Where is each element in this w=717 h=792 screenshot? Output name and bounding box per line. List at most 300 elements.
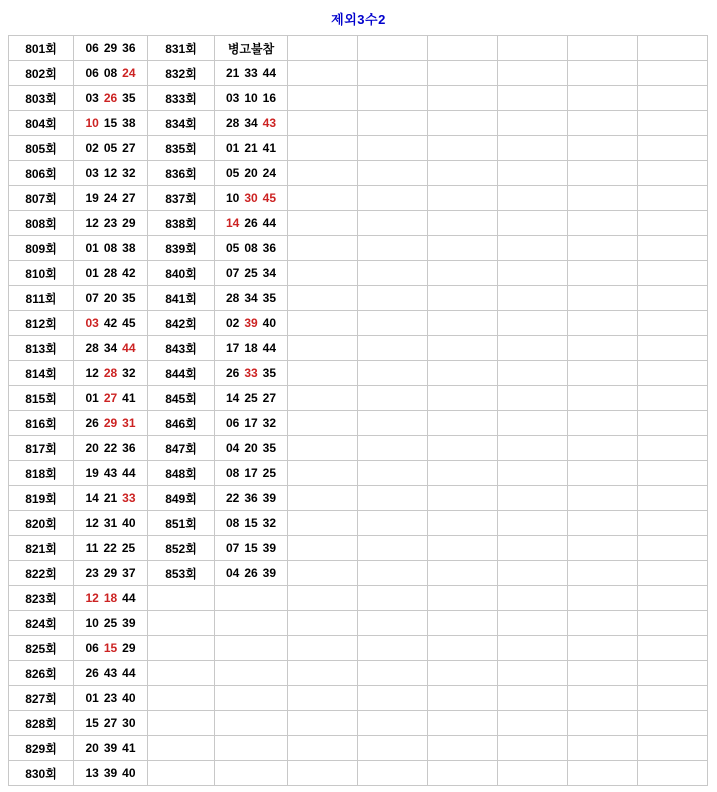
- empty-cell: [428, 611, 498, 636]
- empty-cell: [288, 86, 358, 111]
- table-row: [9, 386, 708, 411]
- numbers-cell: [74, 586, 148, 611]
- number: 25: [244, 391, 258, 405]
- round-label: 844회: [148, 361, 215, 386]
- empty-cell: [288, 436, 358, 461]
- empty-cell: [638, 736, 708, 761]
- numbers-cell: [74, 61, 148, 86]
- highlighted-number: 33: [244, 366, 258, 380]
- empty-cell: [638, 411, 708, 436]
- empty-cell: [288, 511, 358, 536]
- empty-cell: [358, 186, 428, 211]
- empty-cell: [638, 336, 708, 361]
- number: 08: [244, 241, 258, 255]
- number: 23: [103, 691, 118, 705]
- number: 33: [244, 66, 258, 80]
- numbers-cell: [74, 411, 148, 436]
- number: 24: [262, 166, 277, 180]
- number: 34: [262, 266, 277, 280]
- numbers-cell: [215, 261, 288, 286]
- round-label: 827회: [9, 686, 74, 711]
- empty-cell: [428, 211, 498, 236]
- numbers-cell: [215, 461, 288, 486]
- round-label: 845회: [148, 386, 215, 411]
- empty-cell: [288, 736, 358, 761]
- empty-cell: [568, 211, 638, 236]
- number: 39: [262, 541, 277, 555]
- numbers-cell: [215, 386, 288, 411]
- empty-cell: [428, 61, 498, 86]
- numbers-cell: [74, 711, 148, 736]
- number: 40: [122, 691, 136, 705]
- empty-cell: [638, 136, 708, 161]
- highlighted-number: 12: [85, 591, 99, 605]
- number: 07: [225, 541, 240, 555]
- number: 08: [225, 516, 240, 530]
- round-label: 802회: [9, 61, 74, 86]
- round-label: 849회: [148, 486, 215, 511]
- number: 26: [244, 216, 258, 230]
- empty-cell: [568, 336, 638, 361]
- number: 43: [103, 466, 118, 480]
- highlighted-number: 27: [103, 391, 118, 405]
- empty-cell: [358, 486, 428, 511]
- number: 14: [85, 491, 99, 505]
- empty-cell: [288, 686, 358, 711]
- numbers-cell: [215, 111, 288, 136]
- empty-cell: [428, 561, 498, 586]
- empty-cell: [498, 336, 568, 361]
- table-row: [9, 361, 708, 386]
- number: 42: [122, 266, 136, 280]
- empty-cell: [568, 236, 638, 261]
- numbers-cell: [215, 536, 288, 561]
- round-label: 848회: [148, 461, 215, 486]
- empty-cell: [358, 211, 428, 236]
- empty-cell: [288, 411, 358, 436]
- number: 08: [103, 241, 118, 255]
- numbers-table: [8, 35, 708, 786]
- round-label: [148, 586, 215, 611]
- number: 36: [262, 241, 277, 255]
- empty-cell: [358, 61, 428, 86]
- number: 34: [103, 341, 118, 355]
- number: 26: [85, 666, 99, 680]
- empty-cell: [428, 736, 498, 761]
- table-row: [9, 586, 708, 611]
- highlighted-number: 45: [262, 191, 277, 205]
- round-label: 843회: [148, 336, 215, 361]
- number: 01: [85, 691, 99, 705]
- number: 39: [262, 491, 277, 505]
- round-label: 834회: [148, 111, 215, 136]
- table-row: [9, 736, 708, 761]
- number: 34: [244, 291, 258, 305]
- empty-cell: [568, 561, 638, 586]
- empty-cell: [288, 661, 358, 686]
- round-label: 839회: [148, 236, 215, 261]
- empty-cell: [568, 436, 638, 461]
- numbers-cell: [74, 211, 148, 236]
- table-row: [9, 686, 708, 711]
- numbers-cell: [74, 611, 148, 636]
- empty-cell: [568, 86, 638, 111]
- empty-cell: [638, 636, 708, 661]
- table-row: [9, 511, 708, 536]
- highlighted-number: 33: [122, 491, 136, 505]
- empty-cell: [568, 636, 638, 661]
- empty-cell: [568, 186, 638, 211]
- round-label: 835회: [148, 136, 215, 161]
- number: 40: [122, 766, 136, 780]
- numbers-cell: [215, 136, 288, 161]
- round-label: 812회: [9, 311, 74, 336]
- empty-cell: [288, 386, 358, 411]
- round-label: 846회: [148, 411, 215, 436]
- highlighted-number: 28: [103, 366, 118, 380]
- empty-cell: [428, 361, 498, 386]
- empty-cell: [568, 286, 638, 311]
- empty-cell: [638, 511, 708, 536]
- empty-cell: [428, 536, 498, 561]
- empty-cell: [568, 61, 638, 86]
- numbers-cell: [215, 186, 288, 211]
- round-label: 838회: [148, 211, 215, 236]
- empty-cell: [638, 711, 708, 736]
- number: 21: [225, 66, 240, 80]
- empty-cell: [638, 561, 708, 586]
- empty-cell: [288, 486, 358, 511]
- numbers-cell: [215, 736, 288, 761]
- number: 20: [103, 291, 118, 305]
- round-label: 809회: [9, 236, 74, 261]
- table-row: [9, 461, 708, 486]
- number: 44: [122, 591, 136, 605]
- empty-cell: [638, 36, 708, 61]
- number: 16: [262, 91, 277, 105]
- empty-cell: [498, 536, 568, 561]
- number: 08: [225, 466, 240, 480]
- empty-cell: [288, 286, 358, 311]
- highlighted-number: 29: [103, 416, 118, 430]
- empty-cell: [568, 161, 638, 186]
- empty-cell: [358, 461, 428, 486]
- numbers-cell: [215, 286, 288, 311]
- empty-cell: [498, 311, 568, 336]
- number: 32: [122, 166, 136, 180]
- empty-cell: [428, 236, 498, 261]
- empty-cell: [358, 86, 428, 111]
- number: 34: [244, 116, 258, 130]
- empty-cell: [428, 336, 498, 361]
- number: 20: [85, 741, 99, 755]
- empty-cell: [638, 236, 708, 261]
- number: 27: [103, 716, 118, 730]
- empty-cell: [498, 211, 568, 236]
- numbers-cell: [74, 736, 148, 761]
- empty-cell: [568, 711, 638, 736]
- empty-cell: [568, 411, 638, 436]
- empty-cell: [498, 586, 568, 611]
- number: 23: [103, 216, 118, 230]
- number: 41: [262, 141, 277, 155]
- empty-cell: [498, 61, 568, 86]
- highlighted-number: 39: [244, 316, 258, 330]
- empty-cell: [288, 461, 358, 486]
- empty-cell: [638, 486, 708, 511]
- round-label: 825회: [9, 636, 74, 661]
- number: 20: [85, 441, 99, 455]
- number: 44: [262, 66, 277, 80]
- round-label: 852회: [148, 536, 215, 561]
- number: 25: [262, 466, 277, 480]
- empty-cell: [498, 386, 568, 411]
- number: 04: [225, 441, 240, 455]
- number: 39: [262, 566, 277, 580]
- empty-cell: [358, 286, 428, 311]
- empty-cell: [638, 686, 708, 711]
- number: 44: [262, 216, 277, 230]
- numbers-cell: [74, 761, 148, 786]
- empty-cell: [428, 111, 498, 136]
- empty-cell: [358, 661, 428, 686]
- number: 03: [225, 91, 240, 105]
- number: 23: [85, 566, 99, 580]
- number: 07: [85, 291, 99, 305]
- number: 28: [225, 291, 240, 305]
- table-row: [9, 286, 708, 311]
- empty-cell: [498, 511, 568, 536]
- highlighted-number: 26: [103, 91, 118, 105]
- numbers-cell: [215, 586, 288, 611]
- number: 03: [85, 166, 99, 180]
- empty-cell: [288, 336, 358, 361]
- number: 19: [85, 466, 99, 480]
- number: 29: [122, 216, 136, 230]
- table-row: [9, 611, 708, 636]
- highlighted-number: 18: [103, 591, 118, 605]
- table-row: [9, 136, 708, 161]
- empty-cell: [428, 636, 498, 661]
- number: 21: [244, 141, 258, 155]
- number: 01: [85, 266, 99, 280]
- empty-cell: [358, 536, 428, 561]
- empty-cell: [428, 86, 498, 111]
- numbers-cell: [74, 236, 148, 261]
- highlighted-number: 03: [85, 316, 99, 330]
- numbers-cell: [215, 336, 288, 361]
- numbers-cell: [74, 636, 148, 661]
- number: 01: [85, 391, 99, 405]
- numbers-cell: [74, 286, 148, 311]
- numbers-cell: [215, 211, 288, 236]
- number: 43: [103, 666, 118, 680]
- numbers-cell: [74, 661, 148, 686]
- numbers-cell: [74, 386, 148, 411]
- number: 29: [103, 41, 118, 55]
- round-label: [148, 636, 215, 661]
- table-row: [9, 311, 708, 336]
- number: 37: [122, 566, 136, 580]
- number: 27: [262, 391, 277, 405]
- round-label: 816회: [9, 411, 74, 436]
- table-row: [9, 86, 708, 111]
- empty-cell: [498, 86, 568, 111]
- number: 26: [225, 366, 240, 380]
- empty-cell: [638, 211, 708, 236]
- number: 32: [262, 416, 277, 430]
- round-label: 826회: [9, 661, 74, 686]
- numbers-cell: [74, 186, 148, 211]
- round-label: [148, 686, 215, 711]
- round-label: 851회: [148, 511, 215, 536]
- round-label: 810회: [9, 261, 74, 286]
- number: 17: [244, 466, 258, 480]
- empty-cell: [498, 286, 568, 311]
- numbers-cell: [215, 411, 288, 436]
- empty-cell: [498, 186, 568, 211]
- number: 41: [122, 391, 136, 405]
- empty-cell: [358, 761, 428, 786]
- round-label: 801회: [9, 36, 74, 61]
- numbers-cell: [74, 486, 148, 511]
- empty-cell: [498, 461, 568, 486]
- empty-cell: [358, 411, 428, 436]
- number: 39: [122, 616, 136, 630]
- number: 20: [244, 166, 258, 180]
- empty-cell: [428, 686, 498, 711]
- empty-cell: [288, 186, 358, 211]
- empty-cell: [568, 111, 638, 136]
- empty-cell: [498, 36, 568, 61]
- number: 24: [103, 191, 118, 205]
- round-label: 813회: [9, 336, 74, 361]
- empty-cell: [568, 486, 638, 511]
- table-row: [9, 186, 708, 211]
- numbers-cell: [74, 86, 148, 111]
- table-row: [9, 36, 708, 61]
- numbers-cell: [74, 511, 148, 536]
- empty-cell: [358, 586, 428, 611]
- number: 38: [122, 116, 136, 130]
- empty-cell: [288, 236, 358, 261]
- empty-cell: [428, 261, 498, 286]
- empty-cell: [358, 361, 428, 386]
- table-row: [9, 536, 708, 561]
- round-label: 815회: [9, 386, 74, 411]
- numbers-cell: [215, 611, 288, 636]
- empty-cell: [428, 161, 498, 186]
- numbers-cell: [215, 686, 288, 711]
- number: 20: [244, 441, 258, 455]
- number: 29: [122, 641, 136, 655]
- empty-cell: [428, 461, 498, 486]
- empty-cell: [358, 711, 428, 736]
- round-label: 841회: [148, 286, 215, 311]
- numbers-cell: [74, 261, 148, 286]
- number: 18: [244, 341, 258, 355]
- round-label: 808회: [9, 211, 74, 236]
- round-label: [148, 661, 215, 686]
- round-label: [148, 761, 215, 786]
- empty-cell: [498, 136, 568, 161]
- empty-cell: [498, 736, 568, 761]
- number: 22: [103, 441, 118, 455]
- number: 32: [262, 516, 277, 530]
- empty-cell: [428, 711, 498, 736]
- empty-cell: [638, 461, 708, 486]
- round-label: 819회: [9, 486, 74, 511]
- number: 12: [103, 166, 118, 180]
- number: 28: [103, 266, 118, 280]
- empty-cell: [358, 336, 428, 361]
- number: 11: [85, 541, 99, 555]
- round-label: 814회: [9, 361, 74, 386]
- empty-cell: [288, 636, 358, 661]
- empty-cell: [428, 436, 498, 461]
- empty-cell: [638, 286, 708, 311]
- table-row: [9, 211, 708, 236]
- numbers-cell: [74, 36, 148, 61]
- empty-cell: [428, 136, 498, 161]
- empty-cell: [568, 536, 638, 561]
- number: 15: [85, 716, 99, 730]
- number: 05: [225, 241, 240, 255]
- number: 02: [85, 141, 99, 155]
- round-label: 811회: [9, 286, 74, 311]
- number: 36: [244, 491, 258, 505]
- numbers-cell: [74, 536, 148, 561]
- table-row: [9, 111, 708, 136]
- round-label: 806회: [9, 161, 74, 186]
- numbers-cell: [215, 761, 288, 786]
- highlighted-number: 24: [122, 66, 136, 80]
- empty-cell: [288, 261, 358, 286]
- numbers-cell: [74, 361, 148, 386]
- number: 10: [85, 616, 99, 630]
- empty-cell: [638, 311, 708, 336]
- empty-cell: [568, 611, 638, 636]
- empty-cell: [638, 386, 708, 411]
- number: 병고불참: [227, 41, 275, 56]
- table-body: [9, 36, 708, 786]
- empty-cell: [358, 686, 428, 711]
- number: 35: [262, 291, 277, 305]
- empty-cell: [428, 386, 498, 411]
- numbers-cell: [215, 236, 288, 261]
- number: 45: [122, 316, 136, 330]
- empty-cell: [288, 211, 358, 236]
- round-label: 828회: [9, 711, 74, 736]
- numbers-cell: [74, 436, 148, 461]
- number: 06: [85, 641, 99, 655]
- empty-cell: [638, 86, 708, 111]
- empty-cell: [358, 611, 428, 636]
- empty-cell: [568, 36, 638, 61]
- table-row: [9, 261, 708, 286]
- number: 41: [122, 741, 136, 755]
- empty-cell: [498, 436, 568, 461]
- numbers-cell: [74, 686, 148, 711]
- empty-cell: [358, 386, 428, 411]
- table-row: [9, 636, 708, 661]
- numbers-cell: [215, 61, 288, 86]
- number: 38: [122, 241, 136, 255]
- empty-cell: [568, 461, 638, 486]
- empty-cell: [288, 536, 358, 561]
- number: 10: [244, 91, 258, 105]
- numbers-cell: [215, 361, 288, 386]
